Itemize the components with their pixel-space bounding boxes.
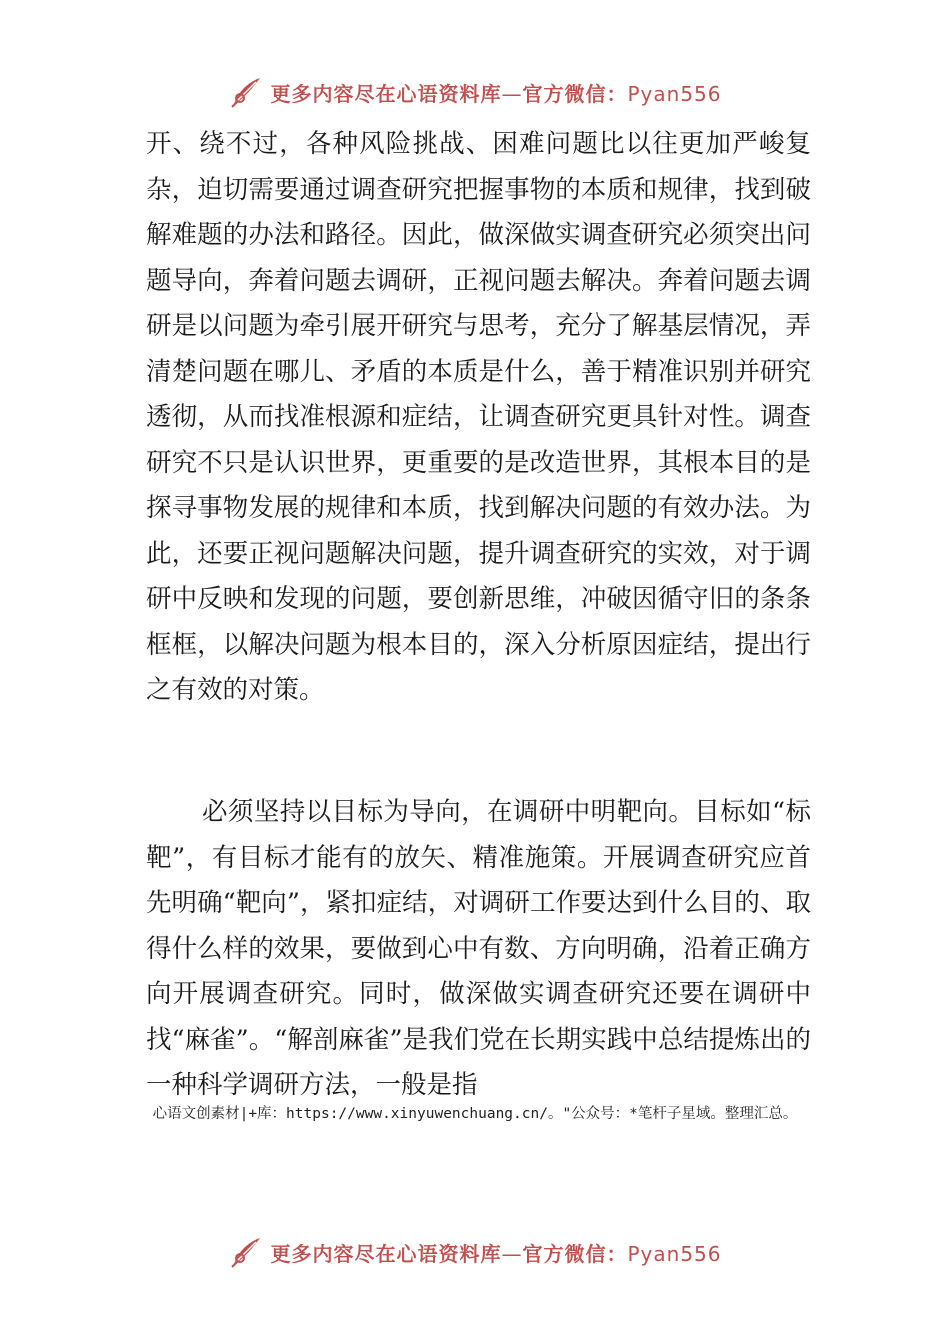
paragraph-2-block [146,790,811,1109]
footer-note: 心语文创素材|+库：https://www.xinyuwenchuang.cn/。"公众号：*笔杆子星域。整理汇总。 [152,1106,798,1122]
header-banner [0,72,950,112]
banner-text [270,78,721,107]
paragraph-2: 必须坚持以目标为导向，在调研中明靶向。目标如“标靶”，有目标才能有的放矢、精准施策。开展调查研究应首先明确“靶向”，紧扣症结，对调研工作要达到什么目的、取得什么样的效果，要做到心中有数、方向明确，沿着正确方向开展调查研究。同时，做深做实调查研究还要在调研中找“麻雀”。“解剖麻雀”是我们党在长期实践中总结提炼出的一种科学调研方法，一般是指 [146,797,811,1100]
banner-site-text: 更多内容尽在心语资料库 [270,81,502,106]
feather-pen-icon [228,74,264,110]
banner-separator: — [501,81,523,106]
banner-wechat-id: Pyan556 [627,81,722,106]
banner-wechat-label: 官方微信： [522,81,628,106]
paragraph-1: 开、绕不过，各种风险挑战、困难问题比以往更加严峻复杂，迫切需要通过调查研究把握事物的本质和规律，找到破解难题的办法和路径。因此，做深做实调查研究必须突出问题导向，奔着问题去调研，正视问题去解决。奔着问题去调研是以问题为牵引展开研究与思考，充分了解基层情况，弄清楚问题在哪儿、矛盾的本质是什么，善于精准识别并研究透彻，从而找准根源和症结，让调查研究更具针对性。调查研究不只是认识世界，更重要的是改造世界，其根本目的是探寻事物发展的规律和本质，找到解决问题的有效办法。为此，还要正视问题解决问题，提升调查研究的实效，对于调研中反映和发现的问题，要创新思维，冲破因循守旧的条条框框，以解决问题为根本目的，深入分析原因症结，提出行之有效的对策。 [146,129,811,705]
banner-wechat-label: 官方微信： [522,1241,628,1266]
banner-text [270,1238,721,1267]
banner-site-text: 更多内容尽在心语资料库 [270,1241,502,1266]
banner-separator: — [501,1241,523,1266]
footer-banner [0,1232,950,1272]
feather-pen-icon [228,1234,264,1270]
paragraph-1-block [146,122,811,714]
banner-wechat-id: Pyan556 [627,1241,722,1266]
